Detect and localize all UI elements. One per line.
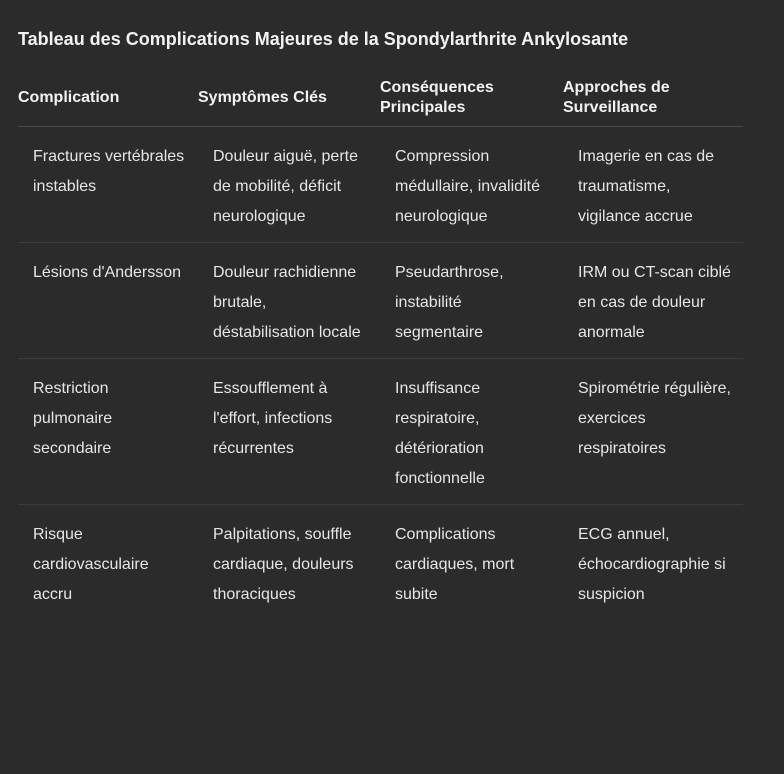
cell-symptomes: Essoufflement à l'effort, infections récurrentes	[198, 359, 380, 505]
cell-symptomes: Douleur rachidienne brutale, déstabilisation locale	[198, 243, 380, 359]
page-title: Tableau des Complications Majeures de la Spondylarthrite Ankylosante	[18, 29, 629, 49]
cell-complication: Risque cardiovasculaire accru	[33, 526, 149, 603]
header-complication: Complication	[18, 70, 198, 127]
table-row	[18, 505, 743, 621]
header-symptomes: Symptômes Clés	[198, 70, 380, 127]
header-consequences: Conséquences Principales	[380, 70, 563, 127]
cell-consequences: Compression médullaire, invalidité neurologique	[380, 127, 563, 243]
cell-consequences: Complications cardiaques, mort subite	[395, 526, 515, 603]
table-row	[18, 127, 743, 243]
cell-complication: Lésions d'Andersson	[18, 243, 198, 359]
table-row	[18, 243, 743, 359]
cell-surveillance: Spirométrie régulière, exercices respiratoires	[563, 359, 743, 505]
cell-complication: Fractures vertébrales instables	[18, 127, 198, 243]
cell-surveillance: ECG annuel, échocardiographie si suspicion	[578, 526, 726, 603]
cell-symptomes: Palpitations, souffle cardiaque, douleurs thoraciques	[213, 526, 354, 603]
cell-consequences: Insuffisance respiratoire, détérioration fonctionnelle	[380, 359, 563, 505]
cell-consequences: Pseudarthrose, instabilité segmentaire	[380, 243, 563, 359]
cell-symptomes: Douleur aiguë, perte de mobilité, déficit neurologique	[198, 127, 380, 243]
cell-surveillance: Imagerie en cas de traumatisme, vigilance accrue	[563, 127, 743, 243]
cell-complication: Restriction pulmonaire secondaire	[18, 359, 198, 505]
table-row	[18, 359, 743, 505]
complications-table	[18, 70, 743, 620]
header-surveillance: Approches de Surveillance	[563, 70, 743, 127]
table-header-row	[18, 70, 743, 127]
cell-surveillance: IRM ou CT-scan ciblé en cas de douleur anormale	[563, 243, 743, 359]
